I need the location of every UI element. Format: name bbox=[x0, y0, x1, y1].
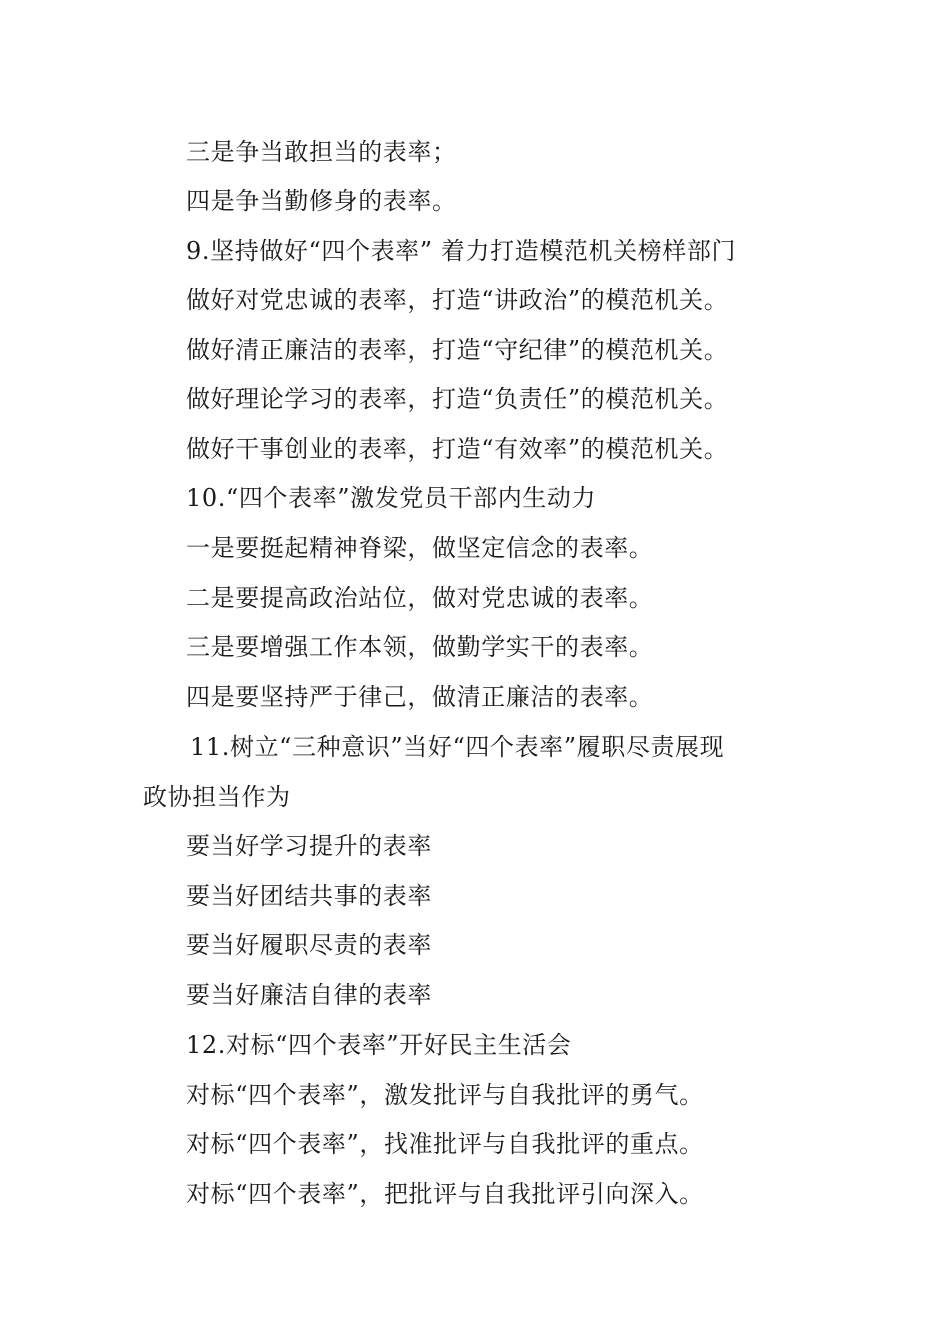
text-line: 三是争当敢担当的表率； bbox=[186, 138, 457, 166]
text-line: 四是争当勤修身的表率。 bbox=[186, 187, 457, 215]
text-line: 二是要提高政治站位，做对党忠诚的表率。 bbox=[186, 584, 654, 612]
text-line: 对标“四个表率”，激发批评与自我批评的勇气。 bbox=[186, 1081, 704, 1109]
text-line: 做好清正廉洁的表率，打造“守纪律”的模范机关。 bbox=[186, 336, 729, 364]
text-line: 做好干事创业的表率，打造“有效率”的模范机关。 bbox=[186, 435, 729, 463]
text-line: 四是要坚持严于律己，做清正廉洁的表率。 bbox=[186, 683, 654, 711]
text-line: 一是要挺起精神脊梁，做坚定信念的表率。 bbox=[186, 534, 654, 562]
text-line: 要当好学习提升的表率 bbox=[186, 832, 432, 860]
text-line: 要当好廉洁自律的表率 bbox=[186, 981, 432, 1009]
text-line: 要当好团结共事的表率 bbox=[186, 882, 432, 910]
section-heading-11-continued: 政协担当作为 bbox=[143, 783, 291, 811]
text-line: 三是要增强工作本领，做勤学实干的表率。 bbox=[186, 633, 654, 661]
text-line: 做好理论学习的表率，打造“负责任”的模范机关。 bbox=[186, 385, 729, 413]
section-heading-9: 9.坚持做好“四个表率” 着力打造模范机关榜样部门 bbox=[186, 237, 737, 265]
text-line: 对标“四个表率”，把批评与自我批评引向深入。 bbox=[186, 1180, 704, 1208]
section-heading-10: 10.“四个表率”激发党员干部内生动力 bbox=[186, 484, 597, 512]
section-heading-11: 11.树立“三种意识”当好“四个表率”履职尽责展现 bbox=[190, 733, 725, 761]
text-line: 要当好履职尽责的表率 bbox=[186, 931, 432, 959]
text-line: 做好对党忠诚的表率，打造“讲政治”的模范机关。 bbox=[186, 286, 729, 314]
section-heading-12: 12.对标“四个表率”开好民主生活会 bbox=[186, 1031, 572, 1059]
text-line: 对标“四个表率”，找准批评与自我批评的重点。 bbox=[186, 1130, 704, 1158]
